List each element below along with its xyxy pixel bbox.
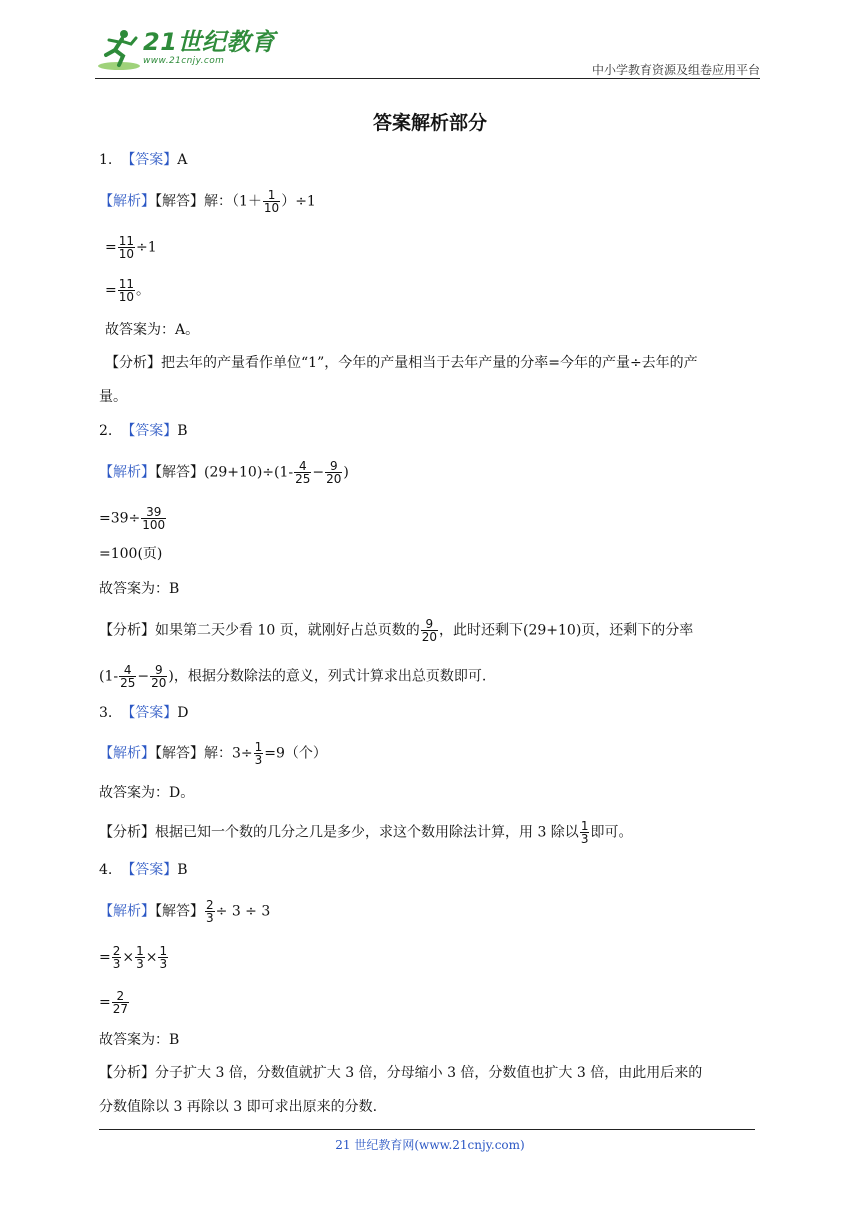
q2-step2: =39÷ $\frac{39}{100}$ <box>99 505 166 532</box>
q4-step2-fraction-b: $\frac{1}{3}$ <box>136 944 144 971</box>
logo-wordmark: 21世纪教育 <box>143 28 276 56</box>
page-title: 答案解析部分 <box>372 112 487 134</box>
q4-fenxi-tag: 【分析】 <box>99 1065 155 1081</box>
q1-answer-line <box>99 150 187 170</box>
q2-analysis-tag: 【解析】 <box>99 464 155 481</box>
q4-analysis-line1: 【分析】分子扩大 3 倍，分数值就扩大 3 倍，分母缩小 3 倍，分数值也扩大 3 倍，由此用后来的 <box>99 1065 703 1081</box>
q2-fenxi-fraction: $\frac{9}{20}$ <box>421 617 437 644</box>
q2-answer-tag: 【答案】 <box>121 423 178 439</box>
q4-solution-line: 【解析】【解答】 $\frac{2}{3}$ ÷ 3 ÷ 3 <box>99 898 271 925</box>
q1-step2-fraction: $\frac{11}{10}$ <box>118 234 135 261</box>
q1-analysis-line1: 【分析】把去年的产量看作单位“1”，今年的产量相当于去年产量的分率=今年的产量÷去年的产 <box>105 355 698 371</box>
q3-answer-line <box>99 703 189 723</box>
q1-step3: = $\frac{11}{10}$ 。 <box>105 277 151 304</box>
q4-answer-line <box>99 860 188 880</box>
q2-step3: =100(页) <box>99 546 163 562</box>
q1-step2: = $\frac{11}{10}$ ÷1 <box>105 234 157 261</box>
q1-analysis-line2: 量。 <box>99 389 127 405</box>
q2-solution-line: 【解析】【解答】(29+10)÷(1- $\frac{4}{25}$ − $\frac{9}{20}$ ) <box>99 459 349 486</box>
q4-step3-fraction: $\frac{2}{27}$ <box>112 989 129 1016</box>
q2-fraction-a: $\frac{4}{25}$ <box>295 459 311 486</box>
q1-sol-suffix: ）÷1 <box>281 193 316 210</box>
q3-number: 3. <box>99 705 113 721</box>
q1-conclusion: 故答案为：A。 <box>105 322 200 338</box>
q1-fenxi-tag: 【分析】 <box>105 355 161 371</box>
q2-number: 2. <box>99 423 113 439</box>
q1-solution-tag: 【解答】 <box>155 193 204 210</box>
header-divider <box>95 78 760 79</box>
header-tagline: 中小学教育资源及组卷应用平台 <box>591 63 760 77</box>
q2-step2-fraction: $\frac{39}{100}$ <box>142 505 166 532</box>
site-logo[interactable] <box>95 28 275 72</box>
q2-fraction-b: $\frac{9}{20}$ <box>326 459 342 486</box>
q3-fraction: $\frac{1}{3}$ <box>254 740 263 767</box>
q1-number: 1. <box>99 152 113 168</box>
q2-solution-tag: 【解答】 <box>155 464 204 481</box>
q2-answer-line <box>99 421 188 441</box>
q4-analysis-line2: 分数值除以 3 再除以 3 即可求出原来的分数. <box>99 1099 378 1115</box>
q4-step3: = $\frac{2}{27}$ <box>99 989 129 1016</box>
footer-divider <box>99 1129 755 1130</box>
q4-fraction: $\frac{2}{3}$ <box>206 898 214 925</box>
q2-conclusion: 故答案为：B <box>99 581 180 597</box>
q1-solution-line <box>99 189 316 214</box>
q4-step2: = $\frac{2}{3}$ × $\frac{1}{3}$ × $\frac{1}{3}$ <box>99 944 168 971</box>
q2-fenxi-fraction-a: $\frac{4}{25}$ <box>120 663 136 690</box>
q4-number: 4. <box>99 862 113 878</box>
q3-fenxi-fraction: $\frac{1}{3}$ <box>580 819 589 846</box>
q4-analysis-tag: 【解析】 <box>99 903 155 920</box>
q2-analysis-line2: (1- $\frac{4}{25}$ − $\frac{9}{20}$ )，根据分数除法的意义，列式计算求出总页数即可. <box>99 663 487 690</box>
runner-logo-icon <box>95 28 141 72</box>
q1-answer: A <box>177 152 188 168</box>
q2-fenxi-fraction-b: $\frac{9}{20}$ <box>151 663 167 690</box>
q4-step2-fraction-a: $\frac{2}{3}$ <box>112 944 121 971</box>
q4-step2-fraction-c: $\frac{1}{3}$ <box>159 944 168 971</box>
page-header <box>95 28 760 80</box>
q2-answer: B <box>177 423 188 439</box>
q2-analysis-line1: 【分析】如果第二天少看 10 页，就刚好占总页数的 $\frac{9}{20}$ ，此时还剩下(29+10)页，还剩下的分率 <box>99 617 694 644</box>
footer-link[interactable]: 21 世纪教育网(www.21cnjy.com) <box>335 1138 525 1152</box>
q1-fraction: $\frac{1}{10}$ <box>263 188 280 215</box>
q4-conclusion: 故答案为：B <box>99 1032 180 1048</box>
q3-analysis-line: 【分析】根据已知一个数的几分之几是多少，求这个数用除法计算，用 3 除以 $\frac{1}{3}$ 即可。 <box>99 819 633 846</box>
q3-answer: D <box>177 705 189 721</box>
q1-answer-tag: 【答案】 <box>121 152 178 168</box>
q3-answer-tag: 【答案】 <box>121 705 178 721</box>
q4-answer-tag: 【答案】 <box>121 862 178 878</box>
q4-answer: B <box>177 862 188 878</box>
q3-analysis-tag: 【解析】 <box>99 745 155 762</box>
q1-sol-prefix: 解：（1＋ <box>204 193 262 210</box>
q1-analysis-tag: 【解析】 <box>99 193 155 210</box>
logo-url: www.21cnjy.com <box>143 56 225 66</box>
q3-fenxi-tag: 【分析】 <box>99 824 155 841</box>
q3-solution-line: 【解析】【解答】解：3÷ $\frac{1}{3}$ =9（个） <box>99 740 327 767</box>
q1-step3-fraction: $\frac{11}{10}$ <box>118 277 135 304</box>
q3-conclusion: 故答案为：D。 <box>99 785 195 801</box>
q3-solution-tag: 【解答】 <box>155 745 204 762</box>
q2-fenxi-tag: 【分析】 <box>99 622 155 639</box>
q4-solution-tag: 【解答】 <box>155 903 204 920</box>
